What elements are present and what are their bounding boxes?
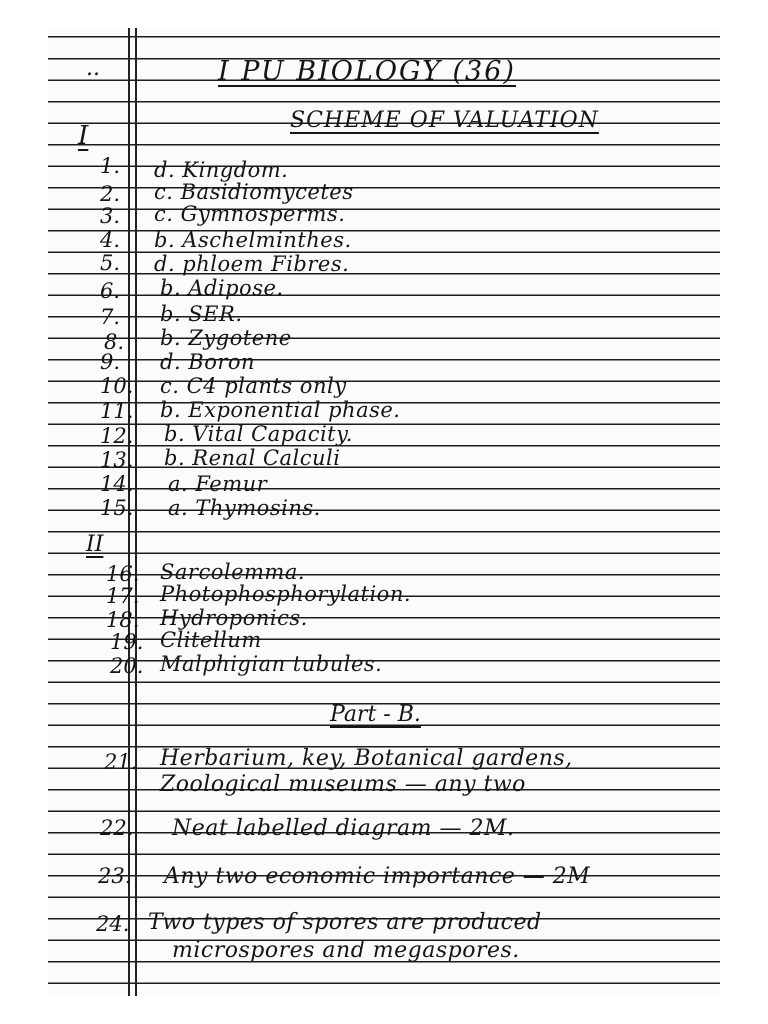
item-answer-line: Two types of spores are produced: [148, 910, 542, 935]
item-answer: Malphigian tubules.: [160, 652, 383, 676]
item-number: 3.: [100, 204, 121, 228]
item-answer-line: Neat labelled diagram — 2M.: [172, 816, 515, 841]
item-answer: b. Zygotene: [160, 326, 292, 350]
item-answer: b. SER.: [160, 302, 243, 326]
item-answer: b. Exponential phase.: [160, 398, 401, 422]
item-answer-line: microspores and megaspores.: [172, 938, 520, 963]
item-number: 11.: [100, 399, 134, 423]
margin-line-inner: [135, 28, 137, 996]
item-number: 2.: [100, 182, 121, 206]
item-number: 9.: [100, 350, 121, 374]
item-number: 7.: [100, 305, 121, 329]
item-number: 8.: [104, 330, 125, 354]
page-title: I PU BIOLOGY (36): [218, 56, 516, 87]
item-answer: d. Kingdom.: [154, 158, 289, 182]
item-answer: a. Thymosins.: [168, 496, 321, 520]
item-answer: b. Adipose.: [160, 276, 284, 300]
item-answer: Photophosphorylation.: [160, 582, 412, 606]
notebook-page: [48, 28, 720, 996]
part-b-heading: Part - B.: [330, 702, 421, 727]
item-number: 23.: [98, 864, 132, 888]
item-answer: b. Renal Calculi: [164, 446, 341, 470]
item-number: 10.: [100, 374, 134, 398]
item-answer: a. Femur: [168, 472, 268, 496]
item-number: 12.: [100, 424, 134, 448]
item-answer: Sarcolemma.: [160, 560, 306, 584]
section-two-label: II: [86, 532, 104, 557]
item-number: 22.: [100, 816, 134, 840]
item-number: 24.: [96, 912, 130, 936]
item-answer-line: Any two economic importance — 2M: [164, 864, 591, 889]
item-answer: Hydroponics.: [160, 606, 308, 630]
item-number: 5.: [100, 251, 121, 275]
item-number: 14.: [100, 472, 134, 496]
item-number: 6.: [100, 279, 121, 303]
item-answer-line: Zoological museums — any two: [160, 772, 526, 797]
item-number: 19.: [110, 630, 144, 654]
item-number: 4.: [100, 228, 121, 252]
item-number: 16.: [106, 562, 140, 586]
item-answer: c. Basidiomycetes: [154, 180, 354, 204]
item-number: 20.: [110, 654, 144, 678]
item-number: 21.: [104, 750, 138, 774]
page-subtitle: SCHEME OF VALUATION: [290, 108, 599, 133]
item-answer: Clitellum: [160, 628, 262, 652]
item-answer: c. C4 plants only: [160, 374, 347, 398]
item-answer: b. Vital Capacity.: [164, 422, 353, 446]
item-answer-line: Herbarium, key, Botanical gardens,: [160, 746, 573, 771]
section-one-label: I: [78, 121, 89, 151]
item-number: 17.: [106, 584, 140, 608]
item-number: 1.: [100, 154, 121, 178]
header-dots: ..: [86, 56, 100, 81]
item-answer: d. phloem Fibres.: [154, 252, 350, 276]
item-number: 18.: [106, 608, 140, 632]
item-answer: b. Aschelminthes.: [154, 228, 352, 252]
item-answer: d. Boron: [160, 350, 256, 374]
item-answer: c. Gymnosperms.: [154, 202, 346, 226]
item-number: 15.: [100, 496, 134, 520]
item-number: 13.: [100, 448, 134, 472]
